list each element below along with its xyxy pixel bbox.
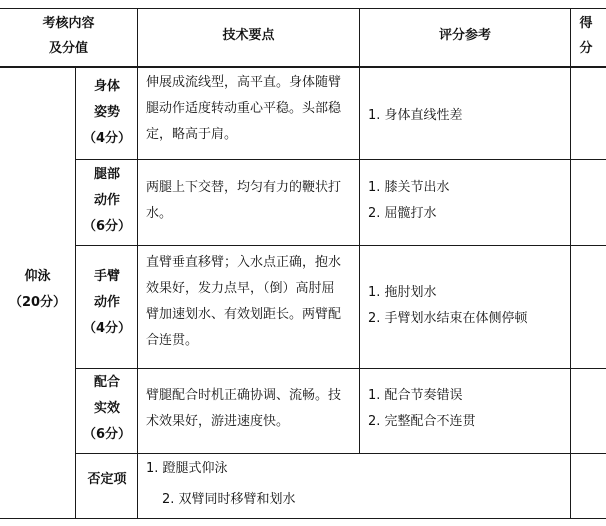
criteria-coordination: 1. 配合节奏错误 2. 完整配合不连贯 [368, 388, 476, 429]
criteria-body-posture: 1. 身体直线性差 [368, 108, 463, 123]
criteria-arm-action: 1. 拖肘划水 2. 手臂划水结束在体侧停顿 [368, 285, 528, 326]
row-divider-1 [75, 159, 606, 160]
header-content-and-score: 考核内容 及分值 [42, 16, 95, 56]
technique-body-posture: 伸展成流线型，高平直。身体随臂 腿动作适度转动重心平稳。头部稳 定，略高于肩。 [146, 75, 342, 142]
header-score: 得 分 [579, 16, 593, 56]
table-top-border [0, 8, 606, 9]
section-coordination: 配合 实效 （6分） [82, 375, 132, 442]
veto-item-1: 1. 蹬腿式仰泳 [146, 461, 228, 476]
section-body-posture: 身体 姿势 （4分） [82, 79, 132, 146]
table-bottom-border [0, 518, 606, 519]
header-scoring-reference: 评分参考 [438, 28, 491, 43]
section-leg-action: 腿部 动作 （6分） [82, 167, 132, 234]
technique-leg-action: 两腿上下交替，均匀有力的鞭状打 水。 [146, 180, 342, 221]
veto-item-2: 2. 双臂同时移臂和划水 [162, 492, 296, 507]
header-technique: 技术要点 [222, 28, 275, 43]
technique-arm-action: 直臂垂直移臂；入水点正确，抱水 效果好，发力点早，（倒）高肘屈 臂加速划水、有效划距长。两臂配 合连贯。 [146, 255, 342, 348]
technique-coordination: 臂腿配合时机正确协调、流畅。技 术效果好，游进速度快。 [146, 388, 342, 429]
section-arm-action: 手臂 动作 （4分） [82, 269, 132, 336]
row-divider-2 [75, 245, 606, 246]
col-divider-c [359, 8, 360, 454]
header-bottom-border [0, 66, 606, 68]
veto-label: 否定项 [87, 472, 127, 487]
col-divider-d [570, 8, 571, 519]
category-points: （20分） [8, 295, 67, 310]
criteria-leg-action: 1. 膝关节出水 2. 屈髋打水 [368, 180, 450, 221]
category-name: 仰泳 [24, 269, 51, 284]
row-divider-4 [75, 453, 606, 454]
row-divider-3 [75, 368, 606, 369]
